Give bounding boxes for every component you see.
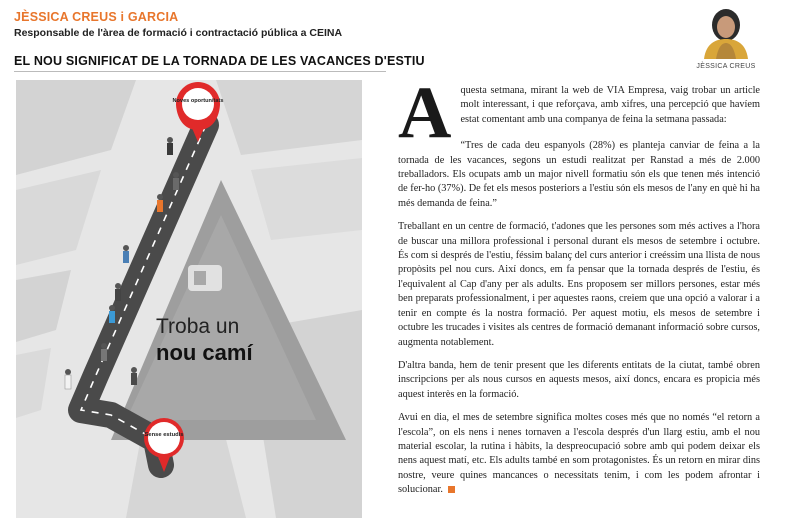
author-role: Responsable de l'àrea de formació i contractació pública a CEINA (14, 27, 343, 39)
headline: EL NOU SIGNIFICAT DE LA TORNADA DE LES VACANCES D'ESTIU (14, 54, 425, 68)
headline-divider (14, 71, 386, 72)
pin-bottom-label: Sense estudis (144, 432, 184, 438)
ceina-logo-mark (188, 265, 222, 291)
drop-cap: A (398, 72, 452, 154)
pin-top-label: Noves oportunitats (172, 98, 224, 104)
author-name: JÈSSICA CREUS i GARCIA (14, 10, 179, 24)
author-photo-icon (698, 3, 754, 59)
paragraph-4-text: Avui en dia, el mes de setembre significa moltes coses més que no només “el retorn a l'escola”, on els nens i nenes tornaven a l'escola després d'un llarg estiu, amb el nou material escolar, la rutina i hàbits, la despreocupació sobre amb qui podem deixar els nens aquest matí, etc. Els adults també en som protagonistes. És un retorn en mirar dins nostre, veure quines mancances o necessitats tenim, i com les podem afrontar i solucionar. (398, 412, 760, 496)
article-body (398, 72, 760, 507)
slogan-line-1: Troba un (156, 315, 240, 338)
quote-paragraph: “Tres de cada deu espanyols (28%) es planteja canviar de feina a la tornada de les vacances, segons un estudi realitzat per Ranstad a més de 2.000 treballadors. Els ocupats amb un major nivell formatiu són els que tenen més intenció de fer-ho (37%). De fet els mesos posteriors a l'estiu són els mesos de l'any en què hi ha més demanda de feina.” (398, 140, 760, 209)
end-square-icon (448, 486, 455, 493)
slogan-line-2: nou camí (156, 340, 253, 365)
paragraph-4 (398, 411, 760, 497)
intro-paragraph (398, 72, 760, 154)
portrait-caption: JÈSSICA CREUS (696, 63, 756, 70)
paragraph-2: Treballant en un centre de formació, t'adones que les persones som més actives a l'hora de buscar una millora professional i personal durant els mesos de setembre i octubre. És com si després de l'estiu, féssim balanç del curs anterior i creéssim una llista de nous propòsits pel nou curs. Així doncs, em fa pensar que la tornada després de l'estiu, és l'equivalent al Cap d'any per als adults. Ens proposem ser millors persones, estar més ben preparats professionalment, i per aquestes raons, creiem que una opció a valorar i a tenir en compte és la nostra formació. Per aquest motiu, els mesos de setembre i octubre les trucades i visites als centres de formació demanant informació sobre cursos, augmenta notablement. (398, 221, 760, 348)
road-map-graphic (16, 80, 362, 518)
map-block (251, 158, 362, 240)
author-portrait (698, 3, 754, 59)
road-illustration (16, 80, 362, 518)
intro-text: questa setmana, mirant la web de VIA Empresa, vaig trobar un article molt interessant, i que reforçava, amb xifres, una percepció que havíem estat comentant amb una companya de feina la setmana passada: (460, 85, 760, 125)
paragraph-3: D'altra banda, hem de tenir present que les diferents entitats de la ciutat, també obren inscripcions per als nous cursos en aquests mesos, així doncs, encara es propicia més aquest interès en la formació. (398, 359, 760, 400)
